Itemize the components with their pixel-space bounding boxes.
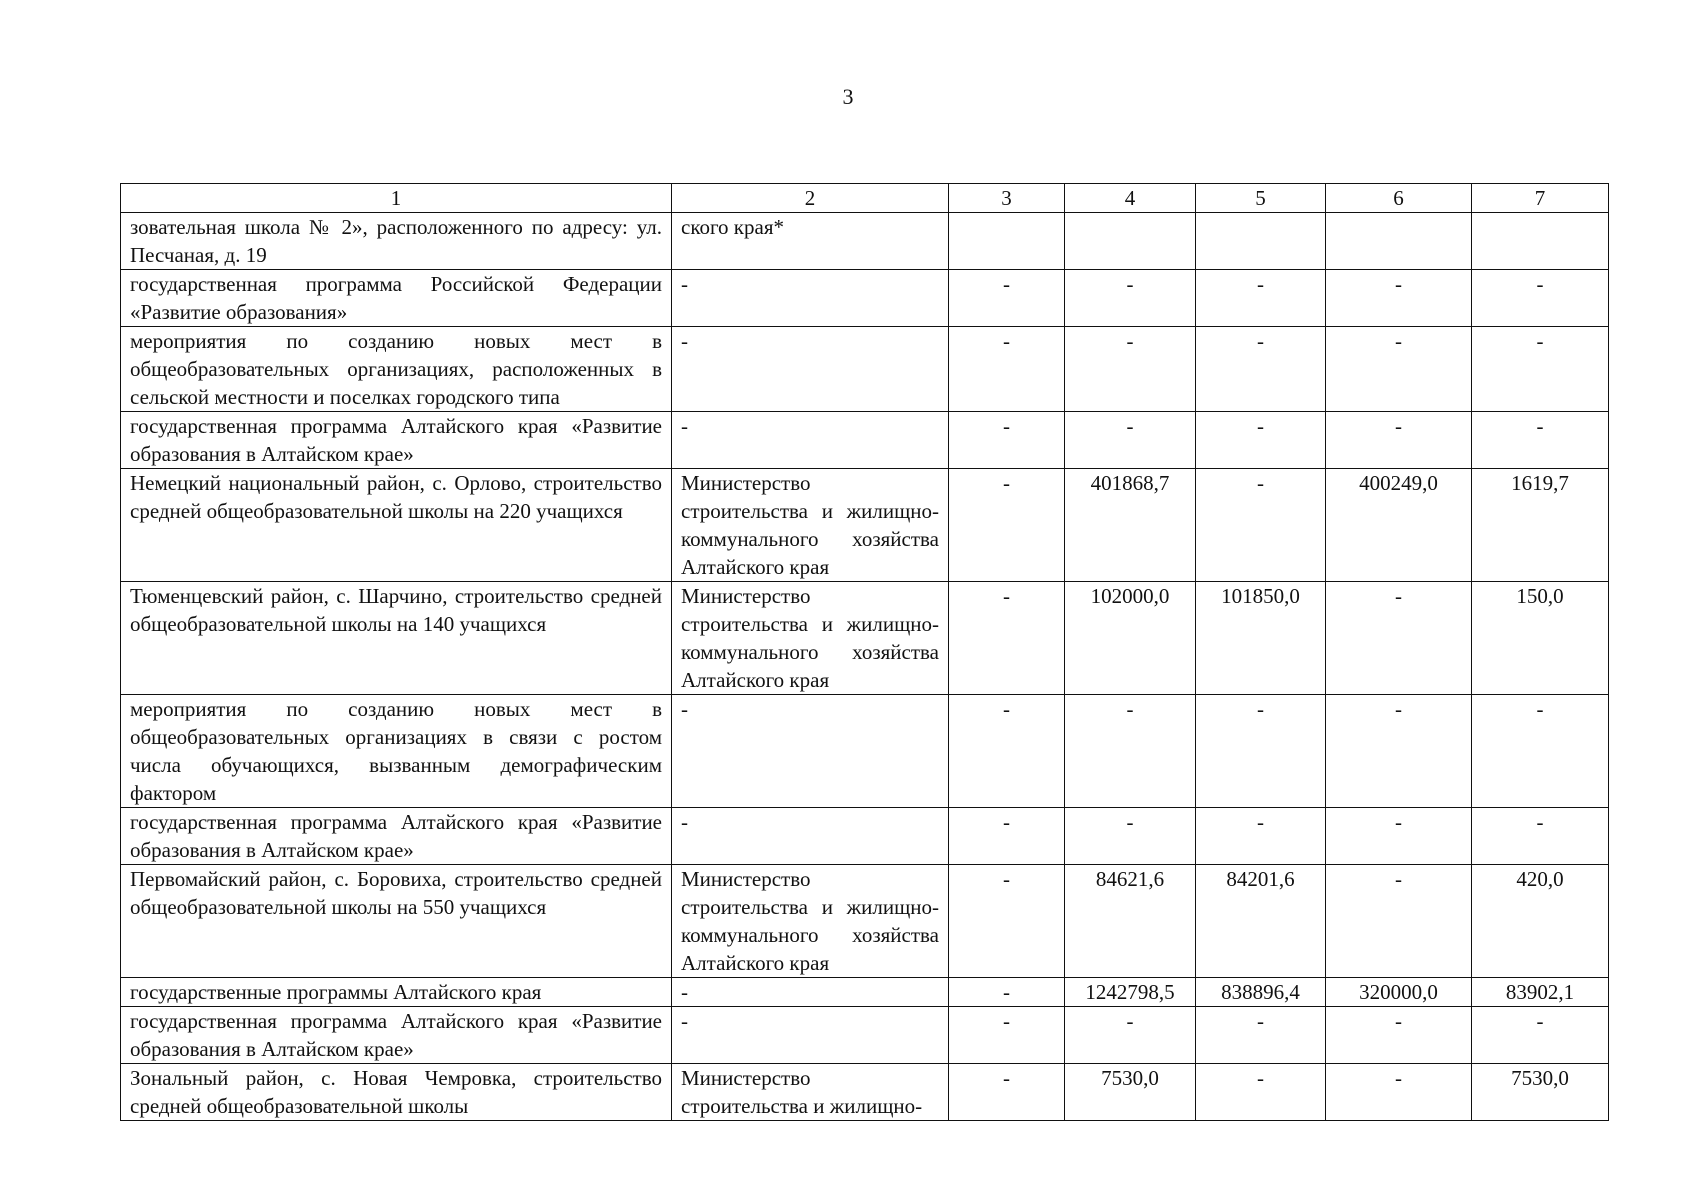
row-value-7: - bbox=[1472, 327, 1609, 412]
table-row bbox=[121, 582, 1609, 695]
row-value-5: - bbox=[1196, 808, 1326, 865]
row-description: государственная программа Алтайского края «Развитие образования в Алтайском крае» bbox=[121, 412, 672, 469]
row-value-3: - bbox=[949, 808, 1065, 865]
table-row bbox=[121, 412, 1609, 469]
row-responsible: Министерство строительства и жилищно- bbox=[672, 1064, 949, 1121]
row-description: государственные программы Алтайского края bbox=[121, 978, 672, 1007]
column-header: 7 bbox=[1472, 184, 1609, 213]
row-value-6: - bbox=[1326, 1064, 1472, 1121]
row-value-6 bbox=[1326, 213, 1472, 270]
row-responsible: - bbox=[672, 412, 949, 469]
row-value-5 bbox=[1196, 213, 1326, 270]
row-responsible: Министерство строительства и жилищно-коммунального хозяйства Алтайского края bbox=[672, 582, 949, 695]
budget-table bbox=[120, 183, 1609, 1121]
row-value-4: - bbox=[1065, 808, 1196, 865]
row-value-7: 1619,7 bbox=[1472, 469, 1609, 582]
row-value-5: - bbox=[1196, 270, 1326, 327]
row-value-4: 7530,0 bbox=[1065, 1064, 1196, 1121]
row-description: Первомайский район, с. Боровиха, строительство средней общеобразовательной школы на 550 учащихся bbox=[121, 865, 672, 978]
table-row bbox=[121, 270, 1609, 327]
row-value-3: - bbox=[949, 412, 1065, 469]
row-responsible: - bbox=[672, 270, 949, 327]
column-header: 2 bbox=[672, 184, 949, 213]
column-header: 4 bbox=[1065, 184, 1196, 213]
table-row bbox=[121, 808, 1609, 865]
row-description: государственная программа Алтайского края «Развитие образования в Алтайском крае» bbox=[121, 808, 672, 865]
row-value-3: - bbox=[949, 978, 1065, 1007]
table-row bbox=[121, 1064, 1609, 1121]
row-value-5: - bbox=[1196, 1064, 1326, 1121]
row-value-7: 83902,1 bbox=[1472, 978, 1609, 1007]
row-value-4: 1242798,5 bbox=[1065, 978, 1196, 1007]
row-value-4: 102000,0 bbox=[1065, 582, 1196, 695]
row-description: мероприятия по созданию новых мест в общеобразовательных организациях в связи с ростом числа обучающихся, вызванным демографическим фактором bbox=[121, 695, 672, 808]
table-row bbox=[121, 978, 1609, 1007]
row-value-6: 320000,0 bbox=[1326, 978, 1472, 1007]
row-description: Тюменцевский район, с. Шарчино, строительство средней общеобразовательной школы на 140 учащихся bbox=[121, 582, 672, 695]
row-responsible: - bbox=[672, 695, 949, 808]
row-value-7: 420,0 bbox=[1472, 865, 1609, 978]
row-value-4 bbox=[1065, 213, 1196, 270]
row-value-3: - bbox=[949, 1064, 1065, 1121]
row-value-7: 150,0 bbox=[1472, 582, 1609, 695]
row-value-5: 101850,0 bbox=[1196, 582, 1326, 695]
row-value-6: - bbox=[1326, 327, 1472, 412]
row-responsible: - bbox=[672, 978, 949, 1007]
row-responsible: ского края* bbox=[672, 213, 949, 270]
row-responsible: - bbox=[672, 1007, 949, 1064]
row-value-5: - bbox=[1196, 412, 1326, 469]
table-row bbox=[121, 327, 1609, 412]
row-value-7: - bbox=[1472, 808, 1609, 865]
row-value-7: - bbox=[1472, 270, 1609, 327]
column-header: 5 bbox=[1196, 184, 1326, 213]
row-value-7: 7530,0 bbox=[1472, 1064, 1609, 1121]
row-value-3: - bbox=[949, 695, 1065, 808]
row-value-7: - bbox=[1472, 1007, 1609, 1064]
row-description: государственная программа Алтайского края «Развитие образования в Алтайском крае» bbox=[121, 1007, 672, 1064]
row-value-5: - bbox=[1196, 695, 1326, 808]
row-responsible: - bbox=[672, 808, 949, 865]
row-description: Немецкий национальный район, с. Орлово, строительство средней общеобразовательной школы на 220 учащихся bbox=[121, 469, 672, 582]
row-value-6: - bbox=[1326, 695, 1472, 808]
row-value-6: - bbox=[1326, 582, 1472, 695]
row-value-5: - bbox=[1196, 469, 1326, 582]
table-header-row bbox=[121, 184, 1609, 213]
table-row bbox=[121, 695, 1609, 808]
table-row bbox=[121, 469, 1609, 582]
row-value-3: - bbox=[949, 469, 1065, 582]
row-value-5: - bbox=[1196, 1007, 1326, 1064]
row-value-7: - bbox=[1472, 695, 1609, 808]
row-value-3: - bbox=[949, 1007, 1065, 1064]
row-value-6: - bbox=[1326, 808, 1472, 865]
row-value-5: 838896,4 bbox=[1196, 978, 1326, 1007]
row-description: зовательная школа № 2», расположенного по адресу: ул. Песчаная, д. 19 bbox=[121, 213, 672, 270]
row-value-4: 401868,7 bbox=[1065, 469, 1196, 582]
row-responsible: Министерство строительства и жилищно-коммунального хозяйства Алтайского края bbox=[672, 469, 949, 582]
row-value-4: - bbox=[1065, 695, 1196, 808]
row-value-6: - bbox=[1326, 270, 1472, 327]
table-row bbox=[121, 865, 1609, 978]
column-header: 3 bbox=[949, 184, 1065, 213]
table-row bbox=[121, 1007, 1609, 1064]
row-value-4: - bbox=[1065, 412, 1196, 469]
row-value-4: - bbox=[1065, 1007, 1196, 1064]
row-value-4: - bbox=[1065, 270, 1196, 327]
row-value-6: 400249,0 bbox=[1326, 469, 1472, 582]
row-value-4: - bbox=[1065, 327, 1196, 412]
row-description: Зональный район, с. Новая Чемровка, строительство средней общеобразовательной школы bbox=[121, 1064, 672, 1121]
row-value-7 bbox=[1472, 213, 1609, 270]
row-value-3 bbox=[949, 213, 1065, 270]
row-value-7: - bbox=[1472, 412, 1609, 469]
table-row bbox=[121, 213, 1609, 270]
page-number: 3 bbox=[842, 84, 855, 109]
row-value-6: - bbox=[1326, 865, 1472, 978]
row-description: мероприятия по созданию новых мест в общеобразовательных организациях, расположенных в сельской местности и поселках городского типа bbox=[121, 327, 672, 412]
column-header: 6 bbox=[1326, 184, 1472, 213]
row-value-5: 84201,6 bbox=[1196, 865, 1326, 978]
row-value-6: - bbox=[1326, 1007, 1472, 1064]
row-value-3: - bbox=[949, 270, 1065, 327]
row-value-3: - bbox=[949, 865, 1065, 978]
row-value-4: 84621,6 bbox=[1065, 865, 1196, 978]
row-value-6: - bbox=[1326, 412, 1472, 469]
row-value-3: - bbox=[949, 327, 1065, 412]
row-value-5: - bbox=[1196, 327, 1326, 412]
row-description: государственная программа Российской Федерации «Развитие образования» bbox=[121, 270, 672, 327]
row-value-3: - bbox=[949, 582, 1065, 695]
row-responsible: - bbox=[672, 327, 949, 412]
column-header: 1 bbox=[121, 184, 672, 213]
row-responsible: Министерство строительства и жилищно-коммунального хозяйства Алтайского края bbox=[672, 865, 949, 978]
